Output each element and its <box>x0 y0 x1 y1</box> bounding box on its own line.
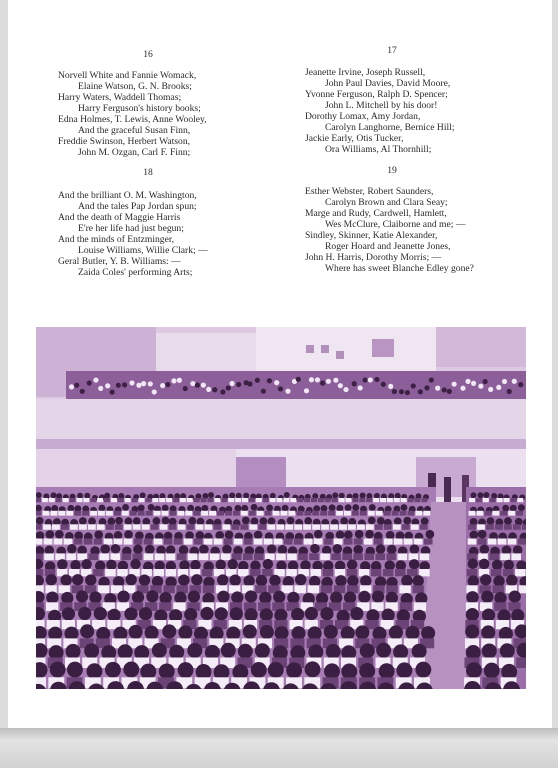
stanza-line: Where has sweet Blanche Edley gone? <box>325 263 474 274</box>
page-edge <box>0 728 558 768</box>
stanza-line: Dorothy Lomax, Amy Jordan, <box>305 111 421 122</box>
stanza-line: Jeanette Irvine, Joseph Russell, <box>305 67 426 78</box>
stanza-number-16: 16 <box>143 49 153 60</box>
stanza-19 <box>305 186 474 274</box>
stanza-line: And the death of Maggie Harris <box>58 212 181 223</box>
stanza-17 <box>305 67 454 155</box>
stanza-line: And the minds of Entzminger, <box>58 234 175 245</box>
stanza-18 <box>58 190 208 278</box>
stanza-line: And the graceful Susan Finn, <box>78 125 191 136</box>
stanza-line: Elaine Watson, G. N. Brooks; <box>78 81 192 92</box>
stanza-line: Roger Hoard and Jeanette Jones, <box>325 241 451 252</box>
stanza-line: Marge and Rudy, Cardwell, Hamlett, <box>305 208 447 219</box>
stanza-line: Freddie Swinson, Herbert Watson, <box>58 136 191 147</box>
stanza-line: Carolyn Brown and Clara Seay; <box>325 197 448 208</box>
stanza-line: And the tales Pap Jordan spun; <box>78 201 197 212</box>
stanza-line: Esther Webster, Robert Saunders, <box>305 186 434 197</box>
stanza-number-18: 18 <box>143 167 153 178</box>
stanza-line: Ora Williams, Al Thornhill; <box>325 144 432 155</box>
stanza-number-17: 17 <box>387 45 397 56</box>
stanza-line: Carolyn Langhorne, Bernice Hill; <box>325 122 455 133</box>
stanza-line: John M. Ozgan, Carl F. Finn; <box>78 147 191 158</box>
stanza-line: Harry Ferguson's history books; <box>78 103 201 114</box>
stanza-line: John Paul Davies, David Moore, <box>325 78 451 89</box>
stanza-line: John H. Harris, Dorothy Morris; — <box>305 252 442 263</box>
stanza-line: Harry Waters, Waddell Thomas; <box>58 92 182 103</box>
auditorium-photo-svg <box>36 327 526 689</box>
stanza-line: Edna Holmes, T. Lewis, Anne Wooley, <box>58 114 207 125</box>
stanza-line: Louise Williams, Willie Clark; — <box>78 245 208 256</box>
stanza-line: E're her life had just begun; <box>78 223 184 234</box>
stanza-line: Yvonne Ferguson, Ralph D. Spencer; <box>305 89 448 100</box>
stanza-line: Jackie Early, Otis Tucker, <box>305 133 404 144</box>
stanza-line: Wes McClure, Claiborne and me; — <box>325 219 466 230</box>
stanza-line: Norvell White and Fannie Womack, <box>58 70 197 81</box>
stanza-line: Zaida Coles' performing Arts; <box>78 267 193 278</box>
stanza-16 <box>58 70 207 158</box>
stanza-line: John L. Mitchell by his door! <box>325 100 438 111</box>
auditorium-photo <box>36 327 526 689</box>
stanza-number-19: 19 <box>387 165 397 176</box>
stanza-line: Sindley, Skinner, Katie Alexander, <box>305 230 438 241</box>
stanza-line: And the brilliant O. M. Washington, <box>58 190 197 201</box>
stanza-line: Geral Butler, Y. B. Williams: — <box>58 256 181 267</box>
